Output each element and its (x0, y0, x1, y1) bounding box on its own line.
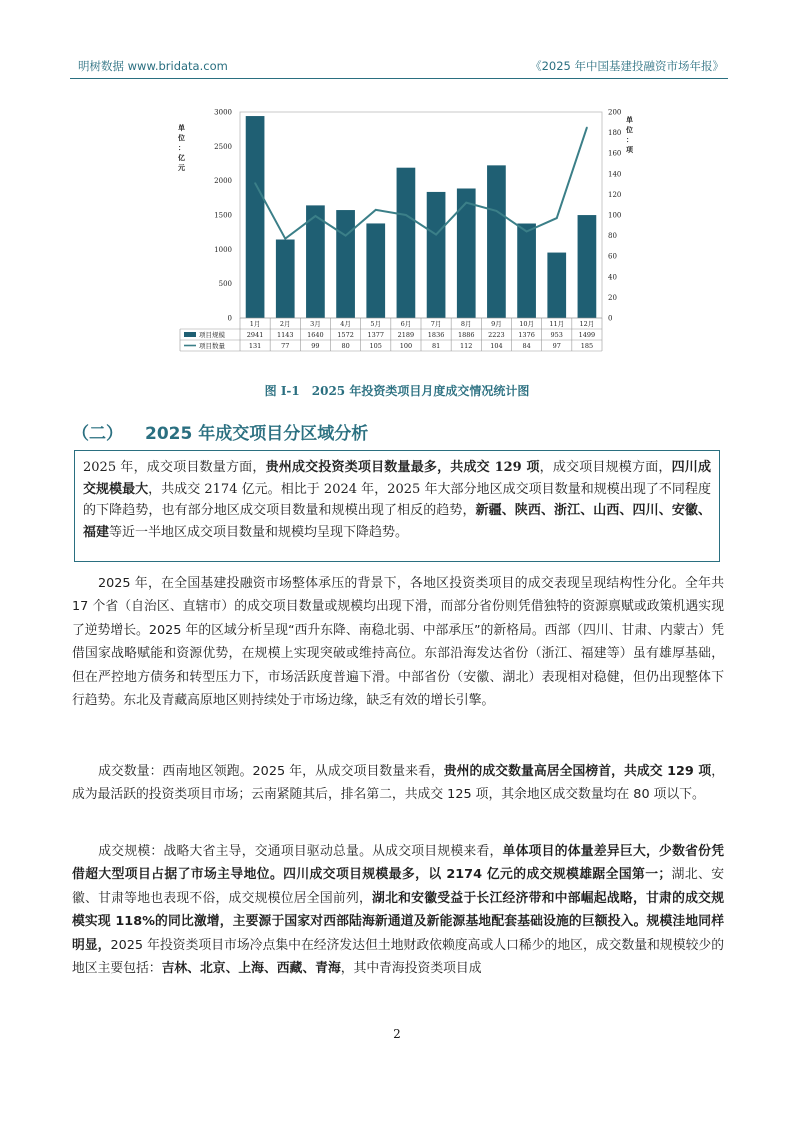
bar-data-label: 1377 (367, 331, 385, 339)
y-right-tick-label: 100 (608, 211, 622, 220)
bar-data-label: 1499 (578, 331, 596, 339)
x-tick-label: 6月 (400, 320, 412, 328)
bar-data-label: 2189 (397, 331, 415, 339)
summary-text: 2025 年，成交项目数量方面， (83, 460, 266, 475)
x-tick-label: 7月 (430, 320, 442, 328)
summary-text: ，成交项目规模方面， (539, 460, 672, 475)
y-right-tick-label: 80 (608, 232, 617, 241)
paragraph-highlight: 贵州的成交数量高居全国榜首，共成交 129 项 (443, 764, 712, 779)
line-data-label: 100 (399, 342, 413, 350)
y-right-tick-label: 140 (608, 170, 622, 179)
x-tick-label: 11月 (549, 320, 565, 328)
line-point (284, 238, 286, 240)
bar-mark (246, 116, 265, 318)
y-right-tick-label: 180 (608, 129, 622, 138)
paragraph-text: 2025 年投资类项目市场冷点集中在经济发达但土地财政依赖度高或人口稀少的地区，成交数量和规模较少的地区主要包括： (72, 937, 725, 977)
x-tick-label: 2月 (279, 320, 291, 328)
bar-mark (517, 224, 536, 318)
header-left: 明树数据 www.bridata.com (78, 59, 228, 73)
x-tick-label: 8月 (460, 320, 472, 328)
y-right-axis-label-char: 单 (626, 115, 633, 124)
summary-text: ，共成交 2174 亿元。相比于 2024 年，2025 年大部分地区成交项目数量和规模出现了不同程度的下降趋势，也有部分地区成交项目数量和规模出现了相反的趋势， (83, 481, 711, 518)
page-header (78, 58, 724, 78)
bar-mark (547, 253, 566, 318)
y-right-tick-label: 40 (608, 273, 617, 282)
y-left-tick-label: 2000 (214, 177, 232, 186)
header-divider (70, 78, 728, 79)
bar-data-label: 2223 (488, 331, 505, 339)
y-left-axis-label-char: ： (178, 143, 185, 152)
bar-mark (427, 192, 446, 318)
line-point (526, 231, 528, 233)
paragraph-highlight: 吉林、北京、上海、西藏、青海 (161, 961, 341, 977)
line-point (586, 127, 588, 129)
line-point (435, 234, 437, 236)
y-left-tick-label: 3000 (214, 108, 232, 117)
paragraph-highlight: 单体项目的体量差异巨大，少数省份凭借超大型项目占据了市场主导地位。四川成交项目规模最多，以 2174 亿元的成交规模雄踞全国第一； (72, 844, 725, 883)
x-tick-label: 1月 (249, 320, 261, 328)
bar-mark (336, 210, 355, 318)
bar-mark (397, 168, 416, 318)
y-left-tick-label: 500 (218, 280, 232, 289)
bar-data-label: 2941 (246, 331, 264, 339)
summary-highlight: 四川成交规模最大 (83, 460, 711, 497)
x-tick-label: 12月 (579, 320, 595, 328)
y-right-axis-label-char: 项 (626, 145, 633, 154)
line-point (315, 215, 317, 217)
line-data-label: 84 (522, 342, 531, 350)
bar-mark (578, 215, 597, 318)
line-data-label: 104 (490, 342, 503, 350)
y-left-axis-label-char: 元 (178, 163, 185, 172)
y-right-axis-label-char: 位 (626, 125, 633, 134)
legend-label-line: 项目数量 (199, 342, 225, 350)
line-point (254, 182, 256, 184)
bar-mark (366, 223, 385, 318)
y-left-axis-label-char: 单 (178, 123, 185, 132)
y-right-tick-label: 60 (608, 252, 617, 261)
summary-highlight: 贵州成交投资类项目数量最多，共成交 129 项 (265, 460, 540, 475)
paragraph-text: 2025 年，在全国基建投融资市场整体承压的背景下，各地区投资类项目的成交表现呈现结构性分化。全年共 17 个省（自治区、直辖市）的成交项目数量或规模均出现下滑，而部分省份则凭借独特的资源禀赋或政策机遇实现了逆势增长。2025 年的区域分析呈现“西升东降、南稳北弱、中部承压”的新格局。西部（四川、甘肃、内蒙古）凭借国家战略赋能和资源优势，在规模上实现突破或维持高位。东部沿海发达省份（浙江、福建等）虽有雄厚基础，但在严控地方债务和转型压力下，市场活跃度普遍下滑。中部省份（安徽、湖北）表现相对稳健，但仍出现整体下行趋势。东北及青藏高原地区则持续处于市场边缘，缺乏有效的增长引擎。 (72, 576, 724, 709)
bar-mark (457, 188, 476, 318)
line-data-label: 131 (248, 342, 262, 350)
line-data-label: 77 (281, 342, 290, 350)
page-number: 2 (393, 1027, 401, 1041)
line-data-label: 80 (341, 342, 350, 350)
y-left-tick-label: 1500 (214, 211, 232, 220)
summary-highlight: 新疆、陕西、浙江、山西、四川、安徽、福建 (83, 503, 711, 540)
x-tick-label: 4月 (340, 320, 351, 328)
paragraph-deal-count (72, 760, 724, 807)
paragraph-text: 成交数量：西南地区领跑。2025 年，从成交项目数量来看， (98, 764, 444, 779)
bar-mark (306, 205, 325, 318)
bar-data-label: 1572 (337, 331, 354, 339)
line-point (375, 209, 377, 211)
summary-box (74, 450, 720, 562)
paragraph-highlight: 湖北和安徽受益于长江经济带和中部崛起战略，甘肃的成交规模实现 118%的同比激增，主要源于国家对西部陆海新通道及新能源基地配套基础设施的巨额投入。规模洼地同样明显， (72, 890, 725, 953)
y-left-tick-label: 2500 (214, 142, 232, 151)
section-heading (72, 419, 368, 444)
line-data-label: 97 (552, 342, 561, 350)
y-left-axis-label-char: 位 (178, 133, 185, 142)
line-point (496, 210, 498, 212)
line-series (255, 127, 587, 238)
bar-mark (276, 240, 295, 318)
x-tick-label: 5月 (370, 320, 382, 328)
line-data-label: 99 (311, 342, 320, 350)
y-left-tick-label: 0 (227, 314, 232, 323)
paragraph-overview (72, 572, 724, 712)
y-right-axis-label-char: ： (626, 135, 633, 144)
paragraph-text: ，其中青海投资类项目成 (340, 961, 482, 977)
y-right-tick-label: 20 (608, 293, 617, 302)
line-point (345, 235, 347, 237)
y-right-tick-label: 200 (608, 108, 622, 117)
bar-data-label: 1143 (276, 331, 294, 339)
figure-caption: 图 I-1 2025 年投资类项目月度成交情况统计图 (264, 384, 530, 398)
monthly-deal-chart (170, 100, 633, 362)
y-right-tick-label: 160 (608, 149, 622, 158)
section-number: （二） (72, 424, 123, 444)
section-title: 2025 年成交项目分区域分析 (145, 424, 369, 444)
line-point (556, 217, 558, 219)
legend-label-bar: 项目规模 (199, 331, 225, 339)
y-left-tick-label: 1000 (214, 245, 232, 254)
summary-text: 等近一半地区成交项目数量和规模均呈现下降趋势。 (109, 524, 409, 540)
bar-data-label: 1640 (307, 331, 324, 339)
bar-data-label: 953 (550, 331, 563, 339)
x-tick-label: 3月 (310, 320, 321, 328)
bar-data-label: 1376 (518, 331, 535, 339)
x-tick-label: 9月 (491, 320, 502, 328)
line-data-label: 81 (431, 342, 441, 350)
y-right-tick-label: 0 (608, 314, 613, 323)
line-point (405, 214, 407, 216)
line-data-label: 112 (460, 342, 473, 350)
paragraph-text: 成交规模：战略大省主导，交通项目驱动总量。从成交项目规模来看， (98, 844, 503, 859)
line-point (465, 202, 467, 204)
y-left-axis-label-char: 亿 (178, 153, 185, 162)
header-right: 《2025 年中国基建投融资市场年报》 (530, 59, 724, 73)
legend-swatch-bar (184, 332, 196, 337)
bar-mark (487, 165, 506, 318)
paragraph-deal-scale (72, 840, 724, 980)
line-data-label: 185 (580, 342, 594, 350)
y-right-tick-label: 120 (608, 190, 622, 199)
bar-data-label: 1836 (427, 331, 445, 339)
bar-data-label: 1886 (457, 331, 475, 339)
paragraph-text: 湖北、安徽、甘肃等地也表现不俗，成交规模位居全国前列， (72, 867, 725, 906)
paragraph-text: ，成为最活跃的投资类项目市场；云南紧随其后，排名第二，共成交 125 项，其余地区成交数量均在 80 项以下。 (72, 764, 725, 803)
line-data-label: 105 (369, 342, 382, 350)
x-tick-label: 10月 (519, 320, 534, 328)
